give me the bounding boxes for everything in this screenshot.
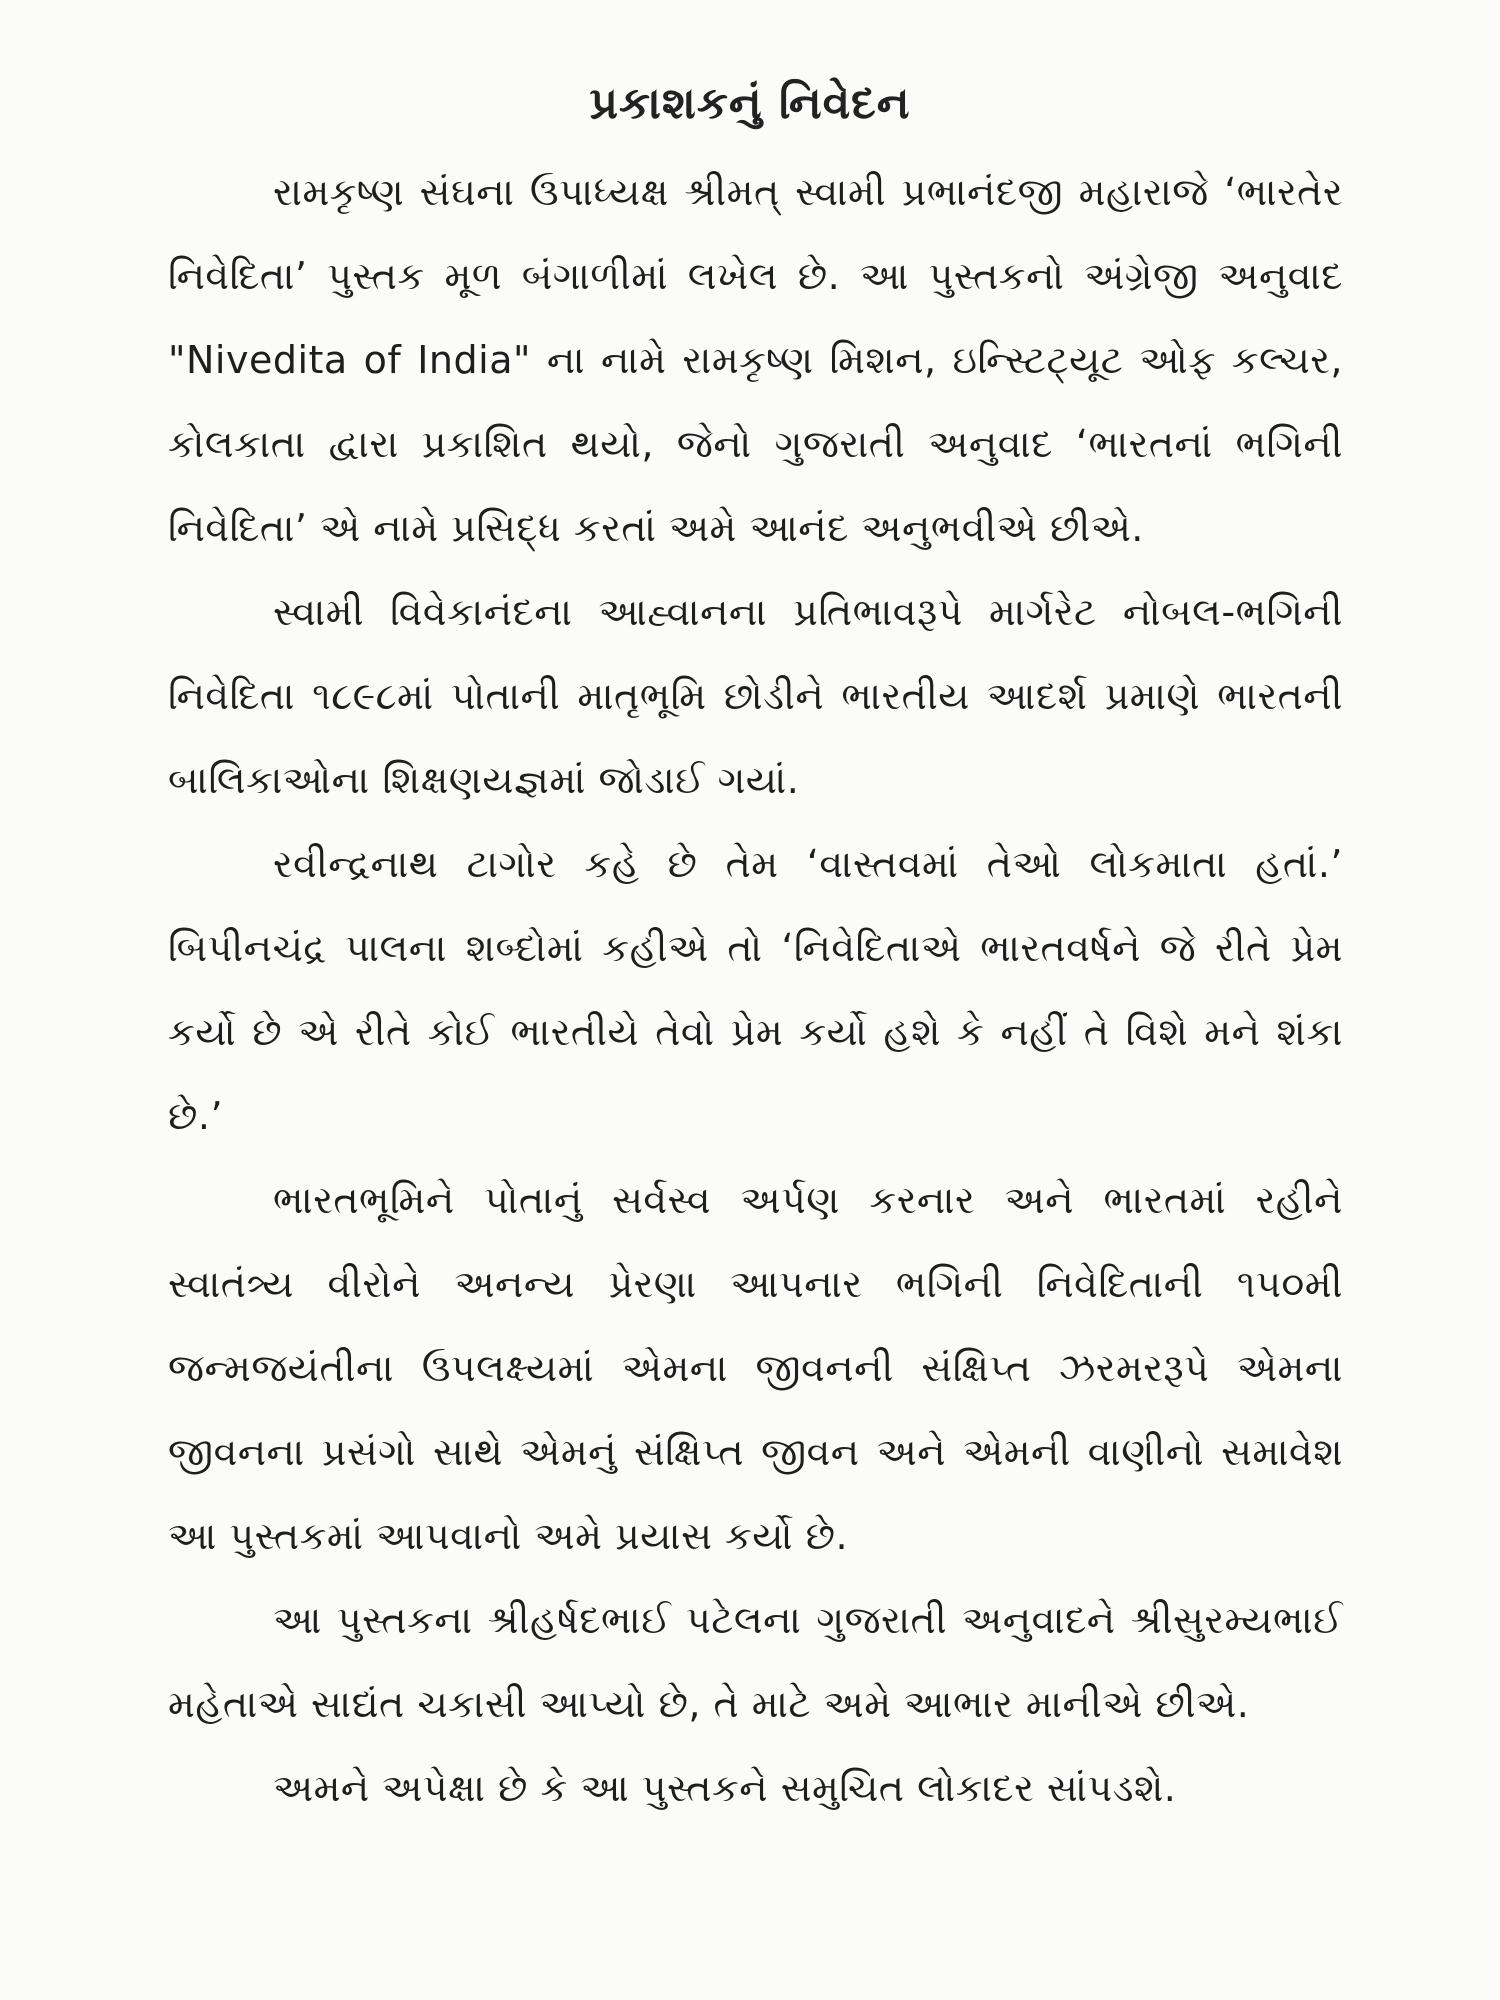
paragraph: રવીન્દ્રનાથ ટાગોર કહે છે તેમ ‘વાસ્તવમાં તેઓ લોકમાતા હતાં.’ બિપીનચંદ્ર પાલના શબ્દોમાં કહીએ તો ‘નિવેદિતાએ ભારતવર્ષને જે રીતે પ્રેમ કર્યો છે એ રીતે કોઈ ભારતીયે તેવો પ્રેમ કર્યો હશે કે નહીં તે વિશે મને શંકા છે.’	[168, 842, 1343, 1138]
page-title: પ્રકાશકનું નિવેદન	[589, 78, 911, 129]
paragraph: સ્વામી વિવેકાનંદના આહ્વાનના પ્રતિભાવરૂપે માર્ગરેટ નોબલ-ભગિની નિવેદિતા ૧૮૯૮માં પોતાની માતૃભૂમિ છોડીને ભારતીય આદર્શ પ્રમાણે ભારતની બાલિકાઓના શિક્ષણયજ્ઞમાં જોડાઈ ગયાં.	[168, 590, 1343, 802]
paragraph: આ પુસ્તકના શ્રીહર્ષદભાઈ પટેલના ગુજરાતી અનુવાદને શ્રીસુરમ્યભાઈ મહેતાએ સાદ્યંત ચકાસી આપ્યો છે, તે માટે અમે આભાર માનીએ છીએ.	[168, 1598, 1343, 1726]
paragraph: રામકૃષ્ણ સંઘના ઉપાધ્યક્ષ શ્રીમત્ સ્વામી પ્રભાનંદજી મહારાજે ‘ભારતેર નિવેદિતા’ પુસ્તક મૂળ બંગાળીમાં લખેલ છે. આ પુસ્તકનો અંગ્રેજી અનુવાદ "Nivedita of India" ના નામે રામકૃષ્ણ મિશન, ઇન્સ્ટિટ્યૂટ ઓફ કલ્ચર, કોલકાતા દ્વારા પ્રકાશિત થયો, જેનો ગુજરાતી અનુવાદ ‘ભારતનાં ભગિની નિવેદિતા’ એ નામે પ્રસિદ્ધ કરતાં અમે આનંદ અનુભવીએ છીએ.	[168, 170, 1343, 550]
paragraph: અમને અપેક્ષા છે કે આ પુસ્તકને સમુચિત લોકાદર સાંપડશે.	[273, 1766, 1177, 1810]
document-body	[168, 150, 1343, 1830]
paragraph: ભારતભૂમિને પોતાનું સર્વસ્વ અર્પણ કરનાર અને ભારતમાં રહીને સ્વાતંત્ર્ય વીરોને અનન્ય પ્રેરણા આપનાર ભગિની નિવેદિતાની ૧૫૦મી જન્મજયંતીના ઉપલક્ષ્યમાં એમના જીવનની સંક્ષિપ્ત ઝરમરરૂપે એમના જીવનના પ્રસંગો સાથે એમનું સંક્ષિપ્ત જીવન અને એમની વાણીનો સમાવેશ આ પુસ્તકમાં આપવાનો અમે પ્રયાસ કર્યો છે.	[168, 1178, 1343, 1558]
